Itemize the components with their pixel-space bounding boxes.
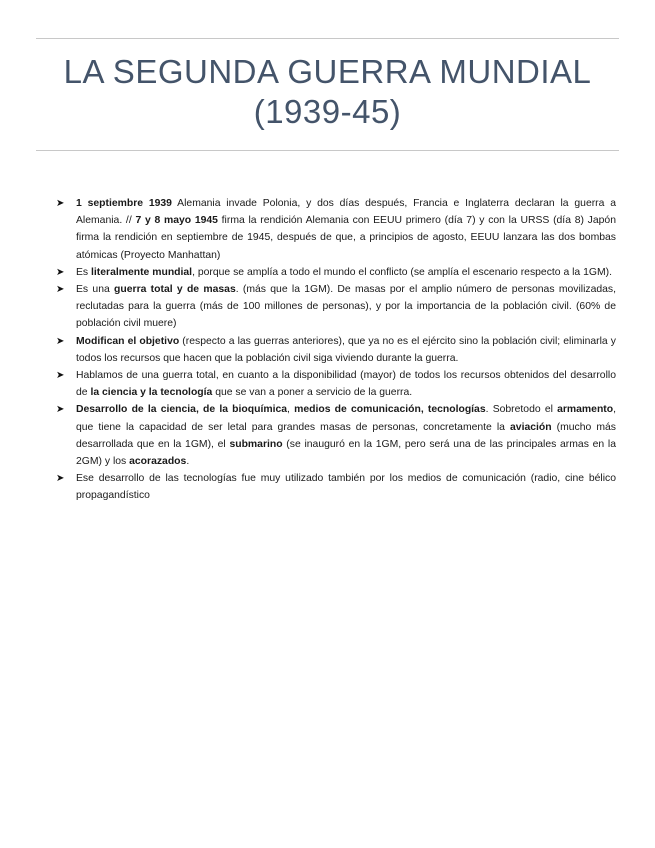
page-title-line-2: (1939-45) bbox=[253, 93, 402, 130]
body-text: Es una bbox=[76, 284, 115, 296]
bullet-item bbox=[56, 367, 616, 401]
arrow-bullet-icon: ➤ bbox=[56, 266, 65, 278]
arrow-bullet-icon: ➤ bbox=[56, 404, 65, 416]
bold-text: 7 y 8 mayo 1945 bbox=[135, 215, 218, 227]
bullet-item bbox=[56, 281, 616, 333]
body-text: (respecto a las guerras anteriores), que ya no es el ejército sino la población civil; eliminarla y todos los recursos que hacen que la población civil siga viviendo durante la guerra. bbox=[76, 335, 617, 364]
bold-text: acorazados bbox=[129, 456, 187, 468]
page-title-line-1: LA SEGUNDA GUERRA MUNDIAL bbox=[63, 53, 592, 90]
bold-text: medios de comunicación, tecnologías bbox=[294, 404, 486, 416]
bold-text: aviación bbox=[510, 421, 552, 433]
title-top-rule bbox=[36, 38, 619, 39]
title-bottom-rule bbox=[36, 150, 619, 151]
bullet-item bbox=[56, 333, 616, 367]
arrow-bullet-icon: ➤ bbox=[56, 335, 65, 347]
page-title bbox=[36, 52, 619, 132]
body-text: Es bbox=[76, 266, 92, 278]
body-text: firma la rendición Alemania con EEUU primero (día 7) y con la URSS (día 8) Japón firma la rendición en septiembre de 1945, después de que, a principios de agosto, EEUU lanzara las dos bombas atómicas (Proyecto Manhattan) bbox=[76, 215, 616, 261]
bullet-item bbox=[56, 401, 616, 470]
bold-text: guerra total y de masas bbox=[114, 284, 236, 296]
body-text: . (más que la 1GM). De masas por el amplio número de personas movilizadas, reclutadas para la guerra (más de 100 millones de personas), y por la importancia de la población civil. (60% de población civil muere) bbox=[76, 284, 616, 330]
arrow-bullet-icon: ➤ bbox=[56, 370, 65, 382]
bold-text: submarino bbox=[229, 438, 283, 450]
body-text: Hablamos de una guerra total, en cuanto a la disponibilidad (mayor) de todos los recursos obtenidos del desarrollo de bbox=[76, 370, 616, 399]
body-text: . bbox=[186, 456, 190, 468]
body-text: , porque se amplía a todo el mundo el conflicto (se amplía el escenario respecto a la 1GM). bbox=[192, 266, 612, 278]
bold-text: la ciencia y la tecnología bbox=[90, 387, 213, 399]
arrow-bullet-icon: ➤ bbox=[56, 473, 65, 485]
bold-text: literalmente mundial bbox=[91, 266, 193, 278]
body-text: que se van a poner a servicio de la guerra. bbox=[212, 387, 413, 399]
body-text: , bbox=[287, 404, 295, 416]
body-text: , que tiene la capacidad de ser letal para grandes masas de personas, concretamente la bbox=[76, 404, 616, 433]
bold-text: 1 septiembre 1939 bbox=[76, 198, 172, 209]
bullet-item bbox=[56, 195, 616, 264]
bold-text: armamento bbox=[557, 404, 614, 416]
body-text: (mucho más desarrollada que en la 1GM), el bbox=[76, 421, 616, 450]
body-text: . Sobretodo el bbox=[485, 404, 558, 416]
arrow-bullet-icon: ➤ bbox=[56, 198, 65, 209]
bullet-item bbox=[56, 470, 616, 504]
bullet-list bbox=[56, 195, 616, 505]
body-text: Ese desarrollo de las tecnologías fue muy utilizado también por los medios de comunicación (radio, cine bélico propagandístico bbox=[76, 473, 616, 502]
bullet-item bbox=[56, 264, 616, 281]
body-text: (se inauguró en la 1GM, pero será una de las principales armas en la 2GM) y los bbox=[76, 438, 616, 468]
body-text: Alemania invade Polonia, y dos días después, Francia e Inglaterra declaran la guerra a Alemania. // bbox=[76, 198, 617, 227]
arrow-bullet-icon: ➤ bbox=[56, 284, 65, 296]
bold-text: Desarrollo de la ciencia, de la bioquímica bbox=[76, 404, 288, 416]
bold-text: Modifican el objetivo bbox=[76, 335, 180, 347]
